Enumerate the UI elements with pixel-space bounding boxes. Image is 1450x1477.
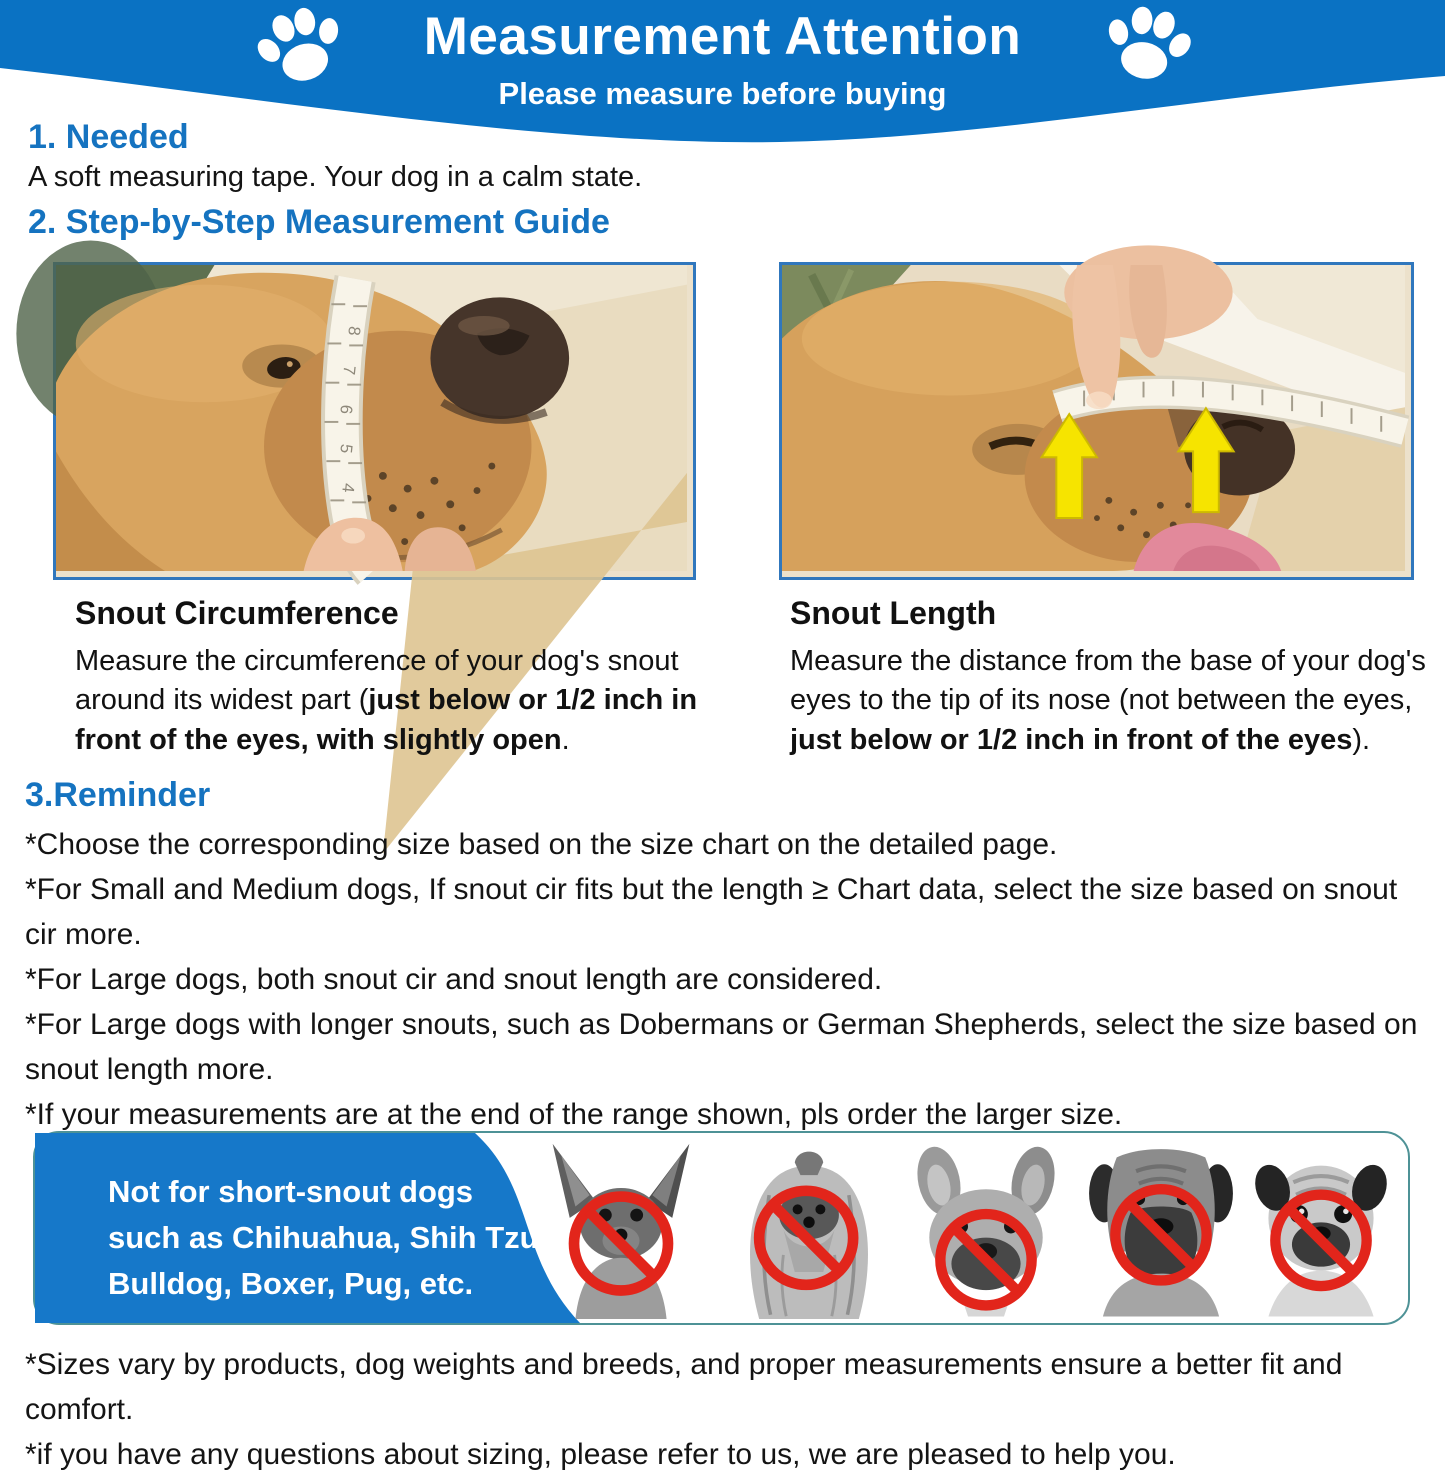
reminder-item: *If your measurements are at the end of the range shown, pls order the larger size. [25, 1098, 1123, 1131]
page-subtitle: Please measure before buying [498, 76, 947, 111]
tape-number: 4 [338, 482, 359, 494]
footer-line: *Sizes vary by products, dog weights and breeds, and proper measurements ensure a better fit and comfort. [25, 1348, 1343, 1426]
dog-photo-shih-tzu [723, 1141, 895, 1319]
dog-photo-mastiff [1078, 1141, 1244, 1319]
caption-text-regular: Measure the distance from the base of your dog's eyes to the tip of its nose (not between the eyes, [790, 645, 1426, 717]
short-snout-warning-box [33, 1131, 1410, 1325]
dog-photo-chihuahua [535, 1141, 707, 1319]
reminder-item: *Choose the corresponding size based on the size chart on the detailed page. [25, 828, 1058, 861]
tape-number: 5 [336, 443, 357, 455]
warning-line: Bulldog, Boxer, Pug, etc. [108, 1266, 474, 1301]
footer-line: *if you have any questions about sizing, please refer to us, we are pleased to help you. [25, 1438, 1176, 1471]
section-needed-body: A soft measuring tape. Your dog in a calm state. [28, 161, 643, 193]
dog-photo-pug [1238, 1141, 1404, 1319]
reminder-list [25, 822, 1423, 1137]
caption-text-regular: Measure the circumference of your dog's snout around its widest part ( [75, 645, 679, 717]
reminder-item: *For Small and Medium dogs, If snout cir fits but the length ≥ Chart data, select the size based on snout cir more. [25, 873, 1398, 951]
caption-text [75, 642, 725, 760]
warning-text [108, 1169, 547, 1307]
section-needed-heading: 1. Needed [28, 118, 189, 156]
section-reminder-heading: 3.Reminder [25, 776, 211, 814]
caption-title: Snout Length [790, 595, 997, 631]
caption-text-bold: just below or 1/2 inch in front of the eyes [790, 723, 1353, 756]
section-guide-heading: 2. Step-by-Step Measurement Guide [28, 203, 610, 241]
page-title: Measurement Attention [423, 7, 1022, 66]
snout-length-photo [779, 262, 1414, 580]
caption-text-end: . [561, 723, 570, 756]
caption-text-bold: just below or 1/2 inch in front of the eyes, with slightly open [75, 684, 698, 756]
dog-photo-french-bulldog [903, 1141, 1069, 1319]
caption-text-end: ). [1352, 723, 1371, 756]
figure-caption-circumference [75, 595, 725, 760]
caption-title: Snout Circumference [75, 595, 399, 631]
tape-number: 6 [336, 403, 357, 416]
reminder-item: *For Large dogs with longer snouts, such as Dobermans or German Shepherds, select the size based on snout length more. [25, 1008, 1418, 1086]
caption-text [790, 642, 1450, 760]
warning-line: such as Chihuahua, Shih Tzu, [108, 1220, 548, 1255]
figure-caption-length [790, 595, 1450, 760]
footer-notes [25, 1342, 1445, 1477]
snout-circumference-photo [53, 262, 696, 580]
reminder-item: *For Large dogs, both snout cir and snout length are considered. [25, 963, 883, 996]
tape-number: 8 [344, 325, 365, 337]
warning-line: Not for short-snout dogs [108, 1174, 474, 1209]
tape-number: 7 [339, 364, 360, 376]
